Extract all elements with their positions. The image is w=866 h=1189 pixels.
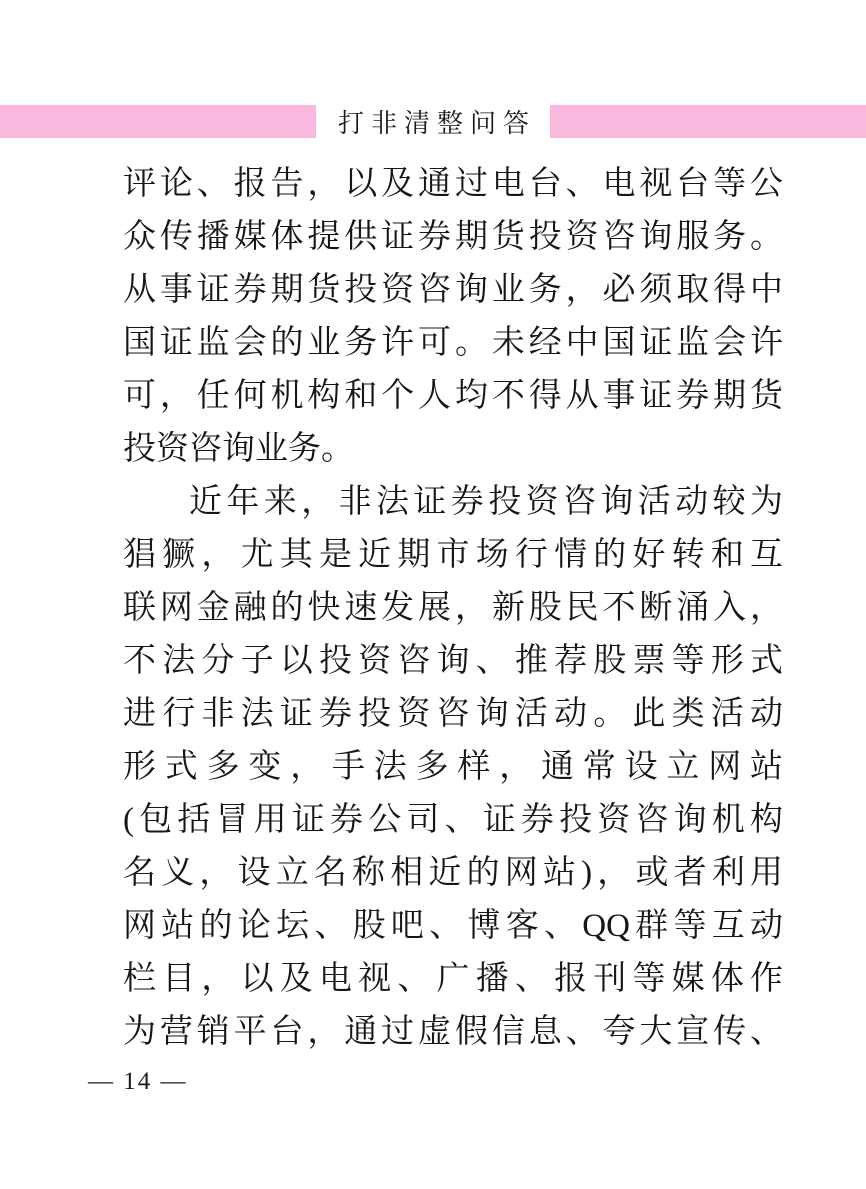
text-line: 为营销平台，通过虚假信息、夸大宣传、 (123, 1014, 783, 1050)
page-number: — 14 — (88, 1068, 188, 1095)
text-line: 网站的论坛、股吧、博客、QQ群等互动 (123, 908, 783, 944)
text-line: (包括冒用证券公司、证券投资咨询机构 (123, 802, 783, 838)
header-band (0, 105, 866, 138)
text-line: 联网金融的快速发展，新股民不断涌入， (123, 590, 783, 626)
text-line: 进行非法证券投资咨询活动。此类活动 (123, 696, 783, 732)
paragraph-1 (123, 158, 783, 476)
text-line: 从事证券期货投资咨询业务，必须取得中 (123, 272, 783, 308)
text-line: 众传播媒体提供证券期货投资咨询服务。 (123, 219, 783, 255)
text-line: 形式多变，手法多样，通常设立网站 (123, 749, 783, 785)
text-line: 可，任何机构和个人均不得从事证券期货 (123, 378, 783, 414)
body-text (123, 158, 783, 1059)
text-line: 投资咨询业务。 (123, 431, 354, 467)
text-line: 评论、报告，以及通过电台、电视台等公 (123, 166, 783, 202)
text-line: 栏目，以及电视、广播、报刊等媒体作 (123, 961, 783, 997)
text-line: 名义，设立名称相近的网站)，或者利用 (123, 855, 783, 891)
page-header-title: 打非清整问答 (316, 105, 550, 138)
text-line: 猖獗，尤其是近期市场行情的好转和互 (123, 537, 783, 573)
text-line: 近年来，非法证券投资咨询活动较为 (189, 484, 783, 520)
text-line: 国证监会的业务许可。未经中国证监会许 (123, 325, 783, 361)
text-line: 不法分子以投资咨询、推荐股票等形式 (123, 643, 783, 679)
paragraph-2 (123, 476, 783, 1059)
